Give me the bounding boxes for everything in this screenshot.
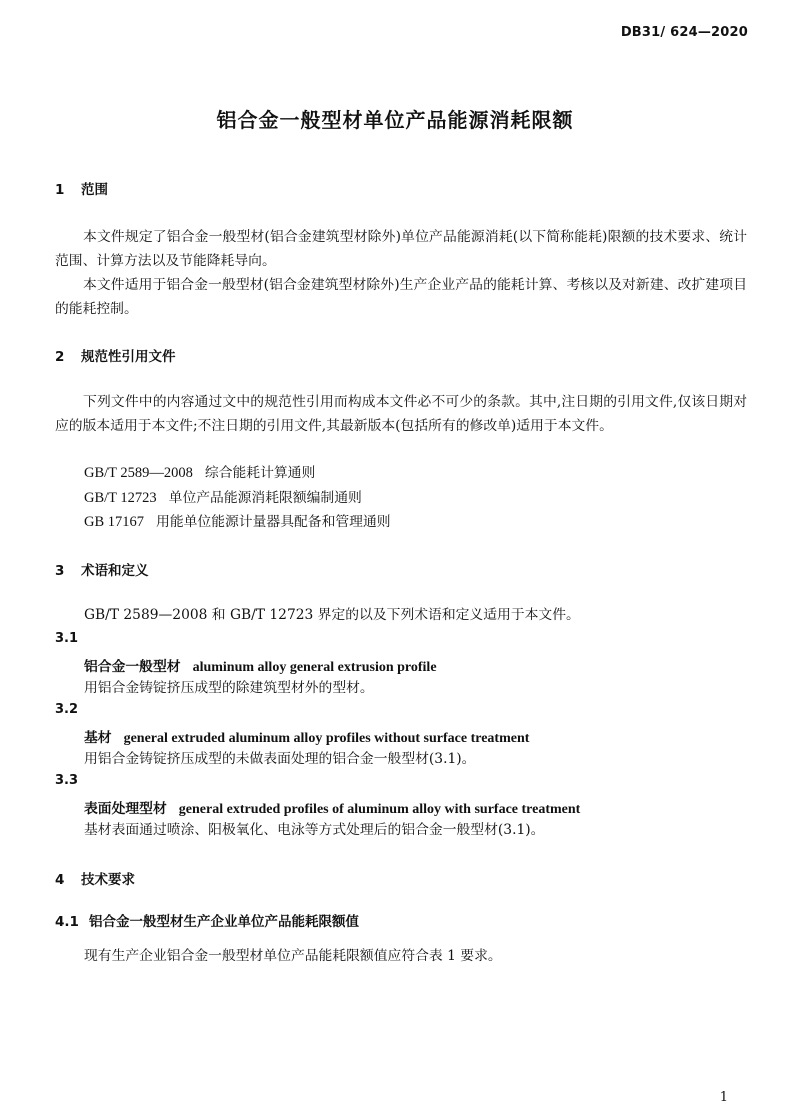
term-chinese: 表面处理型材 (84, 801, 167, 817)
subsection-title: 铝合金一般型材生产企业单位产品能耗限额值 (89, 914, 359, 930)
document-code: DB31/ 624—2020 (620, 25, 748, 40)
reference-item (84, 488, 362, 508)
subsection-number: 4.1 (55, 914, 79, 930)
reference-code: GB 17167 (84, 514, 145, 530)
reference-item (84, 512, 391, 532)
section-4-heading (55, 868, 135, 888)
term-chinese: 基材 (84, 730, 112, 746)
section-title: 技术要求 (81, 872, 135, 888)
section-2-paragraph-1: 下列文件中的内容通过文中的规范性引用而构成本文件必不可少的条款。其中,注日期的引用文件,仅该日期对应的版本适用于本文件;不注日期的引用文件,其最新版本(包括所有的修改单)适用于本文件。 (55, 394, 747, 434)
term-heading (84, 726, 529, 747)
section-1-paragraph-2: 本文件适用于铝合金一般型材(铝合金建筑型材除外)生产企业产品的能耗计算、考核以及对新建、改扩建项目的能耗控制。 (55, 277, 747, 317)
section-2-heading (55, 345, 176, 365)
reference-title: 用能单位能源计量器具配备和管理通则 (156, 514, 391, 530)
page-title: 铝合金一般型材单位产品能源消耗限额 (216, 108, 574, 132)
section-3-heading (55, 559, 149, 579)
section-number: 4 (55, 872, 65, 888)
term-english: general extruded profiles of aluminum alloy with surface treatment (178, 802, 581, 817)
section-title: 术语和定义 (81, 563, 149, 579)
reference-code: GB/T 2589—2008 (84, 465, 193, 481)
subsection-4-1-heading (55, 910, 359, 930)
reference-title: 单位产品能源消耗限额编制通则 (168, 490, 362, 506)
term-definition: 用铝合金铸锭挤压成型的除建筑型材外的型材。 (84, 680, 374, 696)
term-english: aluminum alloy general extrusion profile (192, 660, 437, 675)
term-definition: 基材表面通过喷涂、阳极氧化、电泳等方式处理后的铝合金一般型材(3.1)。 (84, 822, 545, 838)
term-number: 3.2 (55, 702, 79, 717)
section-title: 范围 (81, 182, 108, 198)
section-1-heading (55, 178, 108, 198)
term-english: general extruded aluminum alloy profiles without surface treatment (123, 731, 530, 746)
page-number: 1 (719, 1090, 728, 1105)
reference-code: GB/T 12723 (84, 490, 157, 506)
term-chinese: 铝合金一般型材 (84, 659, 181, 675)
section-title: 规范性引用文件 (81, 349, 176, 365)
term-number: 3.3 (55, 773, 79, 788)
reference-item (84, 463, 315, 483)
term-heading (84, 797, 580, 818)
subsection-4-1-paragraph: 现有生产企业铝合金一般型材单位产品能耗限额值应符合表 1 要求。 (84, 948, 502, 964)
section-number: 3 (55, 563, 65, 579)
term-definition: 用铝合金铸锭挤压成型的未做表面处理的铝合金一般型材(3.1)。 (84, 751, 476, 767)
section-number: 2 (55, 349, 65, 365)
term-heading (84, 655, 437, 676)
term-number: 3.1 (55, 631, 79, 646)
section-number: 1 (55, 182, 65, 198)
section-1-paragraph-1: 本文件规定了铝合金一般型材(铝合金建筑型材除外)单位产品能源消耗(以下简称能耗)限额的技术要求、统计范围、计算方法以及节能降耗导向。 (55, 229, 747, 269)
reference-title: 综合能耗计算通则 (204, 465, 316, 481)
section-3-intro: GB/T 2589—2008 和 GB/T 12723 界定的以及下列术语和定义适用于本文件。 (84, 607, 580, 623)
